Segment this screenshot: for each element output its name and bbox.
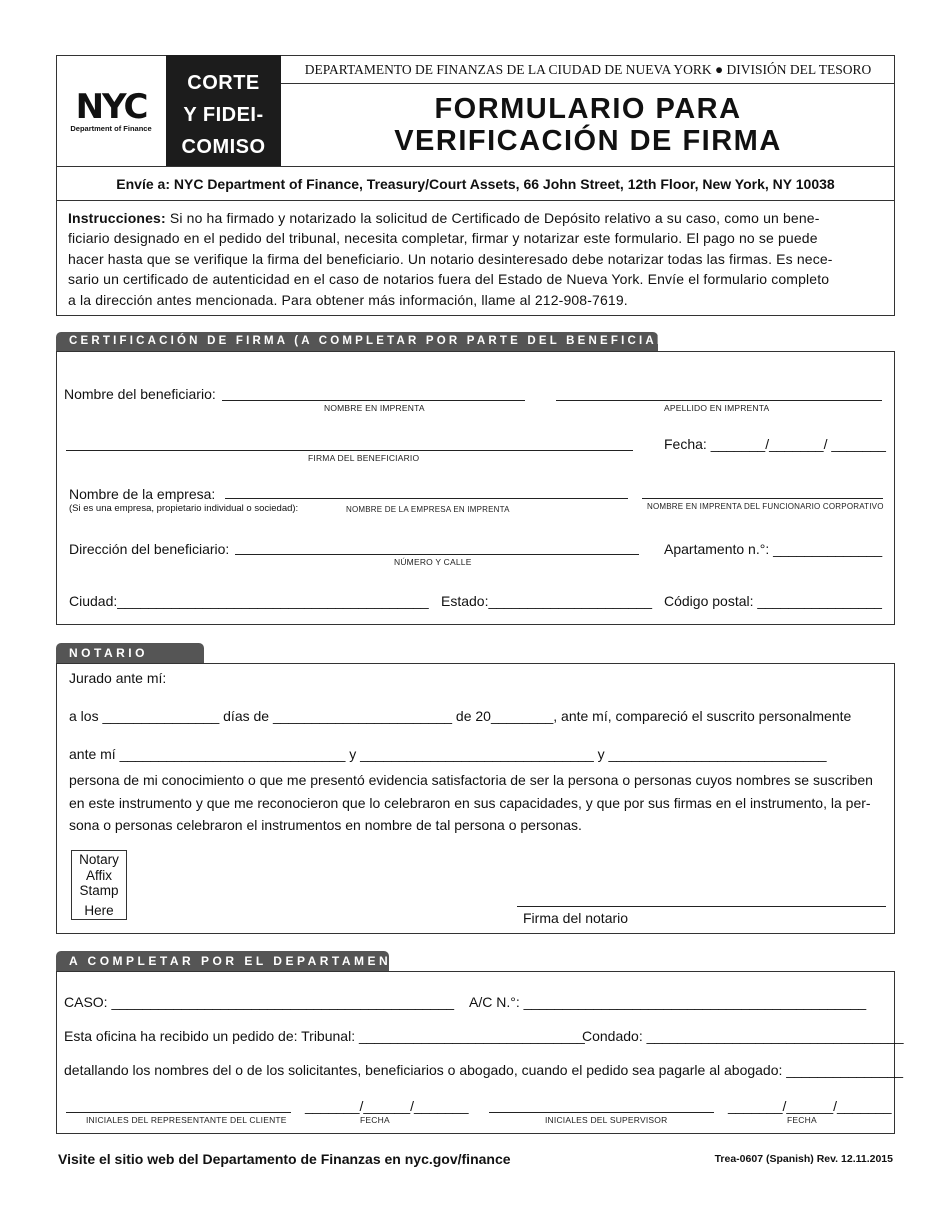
tribunal-field[interactable]: Esta oficina ha recibido un pedido de: Tribunal: _____________________________ xyxy=(64,1028,585,1044)
notary-statement-line-2: en este instrumento y que me reconocieron que lo celebraron en sus capacidades, y que por sus firmas en el instrumento, la per- xyxy=(69,794,871,811)
department-name: DEPARTAMENTO DE FINANZAS DE LA CIUDAD DE NUEVA YORK xyxy=(304,62,712,77)
beneficiary-date-field[interactable]: Fecha: _______/_______/ _______ xyxy=(664,436,886,452)
bullet-icon: ● xyxy=(714,62,724,77)
account-number-field[interactable]: A/C N.°: ____________________________________________ xyxy=(469,994,867,1010)
instructions-label: Instrucciones: xyxy=(68,210,166,226)
beneficiary-name-label: Nombre del beneficiario: xyxy=(64,386,216,402)
notary-statement xyxy=(69,769,873,837)
rep-date-caption: FECHA xyxy=(360,1115,390,1125)
footer-form-id: Trea-0607 (Spanish) Rev. 12.11.2015 xyxy=(714,1153,893,1165)
notary-date-line[interactable]: a los _______________ días de _______________________ de 20________, ante mí, compareció el suscrito personalmente xyxy=(69,708,852,724)
beneficiary-signature-caption: FIRMA DEL BENEFICIARIO xyxy=(308,453,420,463)
address-caption: NÚMERO Y CALLE xyxy=(394,557,472,567)
company-name-field[interactable] xyxy=(225,498,628,499)
last-name-caption: APELLIDO EN IMPRENTA xyxy=(664,403,770,413)
notary-signature-field[interactable] xyxy=(517,906,886,907)
footer-website: Visite el sitio web del Departamento de Finanzas en nyc.gov/finance xyxy=(58,1151,511,1167)
instructions-line-1: Si no ha firmado y notarizado la solicitud de Certificado de Depósito relativo a su caso, como un bene- xyxy=(169,210,820,226)
applicants-detail-field[interactable]: detallando los nombres del o de los solicitantes, beneficiarios o abogado, cuando el pedido sea pagarle al abogado: _______________ xyxy=(64,1062,904,1078)
division-name: DIVISIÓN DEL TESORO xyxy=(726,62,872,77)
officer-name-field[interactable] xyxy=(642,498,883,499)
section-line-1: CORTE xyxy=(187,72,260,94)
notary-statement-line-3: sona o personas celebraron el instrumentos en nombre de tal persona o personas. xyxy=(69,817,582,833)
state-field[interactable]: Estado:_____________________ xyxy=(441,593,652,609)
dept-section-tab: A COMPLETAR POR EL DEPARTAMENTO xyxy=(56,951,389,971)
sworn-label: Jurado ante mí: xyxy=(69,670,167,686)
rep-date-field[interactable]: _______/______/_______ xyxy=(305,1098,469,1114)
notary-section-tab: NOTARIO xyxy=(56,643,204,663)
nyc-logo-text: NYC xyxy=(75,87,147,127)
supervisor-date-caption: FECHA xyxy=(787,1115,817,1125)
notary-statement-line-1: persona de mi conocimiento o que me presentó evidencia satisfactoria de ser la persona o personas cuyos nombres se suscriben xyxy=(69,772,873,788)
stamp-line-2: Affix xyxy=(85,867,112,883)
stamp-line-3: Stamp xyxy=(79,883,119,898)
rep-initials-field[interactable] xyxy=(66,1112,291,1113)
section-line-2: Y FIDEI- xyxy=(183,104,264,126)
supervisor-date-field[interactable]: _______/______/_______ xyxy=(728,1098,892,1114)
apartment-field[interactable]: Apartamento n.°: ______________ xyxy=(664,541,883,557)
instructions-line-3: hacer hasta que se verifique la firma del beneficiario. Un notario desinteresado debe notarizar todas las firmas. Es nece- xyxy=(68,250,833,267)
zip-code-field[interactable]: Código postal: ________________ xyxy=(664,593,882,609)
notary-persons-line[interactable]: ante mí _____________________________ y ______________________________ y ____________________________ xyxy=(69,746,827,762)
nyc-logo xyxy=(64,87,158,133)
notary-signature-label: Firma del notario xyxy=(523,910,629,926)
form-title xyxy=(281,93,895,157)
section-line-3: COMISO xyxy=(181,136,266,158)
supervisor-initials-field[interactable] xyxy=(489,1112,714,1113)
company-note: (Si es una empresa, propietario individual o sociedad): xyxy=(69,503,299,514)
instructions-text xyxy=(68,208,888,310)
case-field[interactable]: CASO: ____________________________________________ xyxy=(64,994,455,1010)
first-name-caption: NOMBRE EN IMPRENTA xyxy=(324,403,425,413)
beneficiary-signature-field[interactable] xyxy=(66,450,633,451)
beneficiary-address-label: Dirección del beneficiario: xyxy=(69,541,230,557)
department-line xyxy=(281,55,895,84)
instructions-line-2: ficiario designado en el pedido del tribunal, necesita completar, firmar y notarizar este formulario. El pago no se puede xyxy=(68,230,818,247)
cert-section-tab: CERTIFICACIÓN DE FIRMA (A COMPLETAR POR PARTE DEL BENEFICIARIO) xyxy=(56,332,658,352)
nyc-logo-subtitle: Department of Finance xyxy=(70,124,152,133)
officer-name-caption: NOMBRE EN IMPRENTA DEL FUNCIONARIO CORPORATIVO xyxy=(647,502,884,511)
send-to-address: Envíe a: NYC Department of Finance, Treasury/Court Assets, 66 John Street, 12th Floor, New York, NY 10038 xyxy=(116,176,835,192)
stamp-line-1: Notary xyxy=(79,852,119,867)
stamp-line-4: Here xyxy=(84,902,114,918)
form-title-line-1: FORMULARIO PARA xyxy=(434,93,742,125)
company-name-caption: NOMBRE DE LA EMPRESA EN IMPRENTA xyxy=(346,505,510,514)
instructions-line-5: a la dirección antes mencionada. Para obtener más información, llame al 212-908-7619. xyxy=(68,291,628,308)
last-name-field[interactable] xyxy=(556,400,882,401)
city-field[interactable]: Ciudad:________________________________________ xyxy=(69,593,429,609)
company-name-label: Nombre de la empresa: xyxy=(69,486,216,502)
first-name-field[interactable] xyxy=(222,400,525,401)
rep-initials-caption: INICIALES DEL REPRESENTANTE DEL CLIENTE xyxy=(86,1115,287,1125)
supervisor-initials-caption: INICIALES DEL SUPERVISOR xyxy=(545,1115,668,1125)
county-field[interactable]: Condado: _________________________________ xyxy=(582,1028,904,1044)
instructions-line-4: sario un certificado de autenticidad en el caso de notarios fuera del Estado de Nueva York. Envíe el formulario completo xyxy=(68,271,830,288)
notary-stamp-box xyxy=(71,850,127,920)
address-field[interactable] xyxy=(235,554,639,555)
form-title-line-2: VERIFICACIÓN DE FIRMA xyxy=(394,125,782,157)
section-block xyxy=(166,55,281,167)
